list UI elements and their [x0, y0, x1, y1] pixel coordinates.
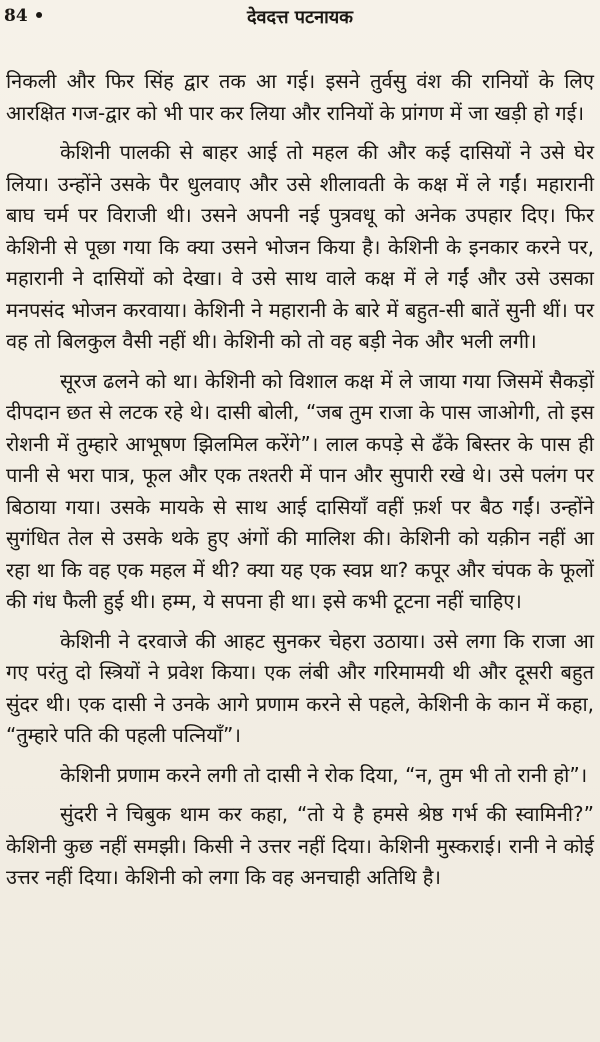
paragraph: केशिनी ने दरवाजे की आहट सुनकर चेहरा उठाया। उसे लगा कि राजा आ गए परंतु दो स्त्रियों ने प्रवेश किया। एक लंबी और गरिमामयी थी और दूसरी बहुत सुंदर थी। एक दासी ने उनके आगे प्रणाम करने से पहले, केशिनी के कान में कहा, “तुम्हारे पति की पहली पत्नियाँ”। [6, 628, 594, 747]
page-number: 84 • [4, 6, 45, 26]
page-header [0, 4, 600, 30]
running-title: देवदत्त पटनायक [246, 7, 354, 28]
paragraph: निकली और फिर सिंह द्वार तक आ गई। इसने तुर्वसु वंश की रानियों के लिए आरक्षित गज-द्वार को भी पार कर लिया और रानियों के प्रांगण में जा खड़ी हो गई। [6, 69, 594, 125]
paragraph: सुंदरी ने चिबुक थाम कर कहा, “तो ये है हमसे श्रेष्ठ गर्भ की स्वामिनी?” केशिनी कुछ नहीं समझी। किसी ने उत्तर नहीं दिया। केशिनी मुस्कराई। रानी ने कोई उत्तर नहीं दिया। केशिनी को लगा कि वह अनचाही अतिथि है। [6, 802, 594, 889]
paragraph: सूरज ढलने को था। केशिनी को विशाल कक्ष में ले जाया गया जिसमें सैकड़ों दीपदान छत से लटक रहे थे। दासी बोली, “जब तुम राजा के पास जाओगी, तो इस रोशनी में तुम्हारे आभूषण झिलमिल करेंगे”। लाल कपड़े से ढँके बिस्तर के पास ही पानी से भरा पात्र, फूल और एक तश्तरी में पान और सुपारी रखे थे। उसे पलंग पर बिठाया गया। उसके मायके से साथ आई दासियाँ वहीं फ़र्श पर बैठ गईं। उन्होंने सुगंधित तेल से उसके थके हुए अंगों की मालिश की। केशिनी को यक़ीन नहीं आ रहा था कि वह एक महल में थी? क्या यह एक स्वप्न था? कपूर और चंपक के फूलों की गंध फैली हुई थी। हम्म, ये सपना ही था। इसे कभी टूटना नहीं चाहिए। [6, 368, 594, 613]
body-text [6, 66, 594, 894]
paragraph: केशिनी प्रणाम करने लगी तो दासी ने रोक दिया, “न, तुम भी तो रानी हो”। [60, 762, 588, 787]
paragraph: केशिनी पालकी से बाहर आई तो महल की और कई दासियों ने उसे घेर लिया। उन्होंने उसके पैर धुलवाए और उसे शीलावती के कक्ष में ले गईं। महारानी बाघ चर्म पर विराजी थी। उसने अपनी नई पुत्रवधू को अनेक उपहार दिए। फिर केशिनी से पूछा गया कि क्या उसने भोजन किया है। केशिनी के इनकार करने पर, महारानी ने दासियों को देखा। वे उसे साथ वाले कक्ष में ले गईं और उसे उसका मनपसंद भोजन करवाया। केशिनी ने महारानी के बारे में बहुत-सी बातें सुनी थीं। पर वह तो बिलकुल वैसी नहीं थी। केशिनी को तो वह बड़ी नेक और भली लगी। [6, 140, 594, 353]
